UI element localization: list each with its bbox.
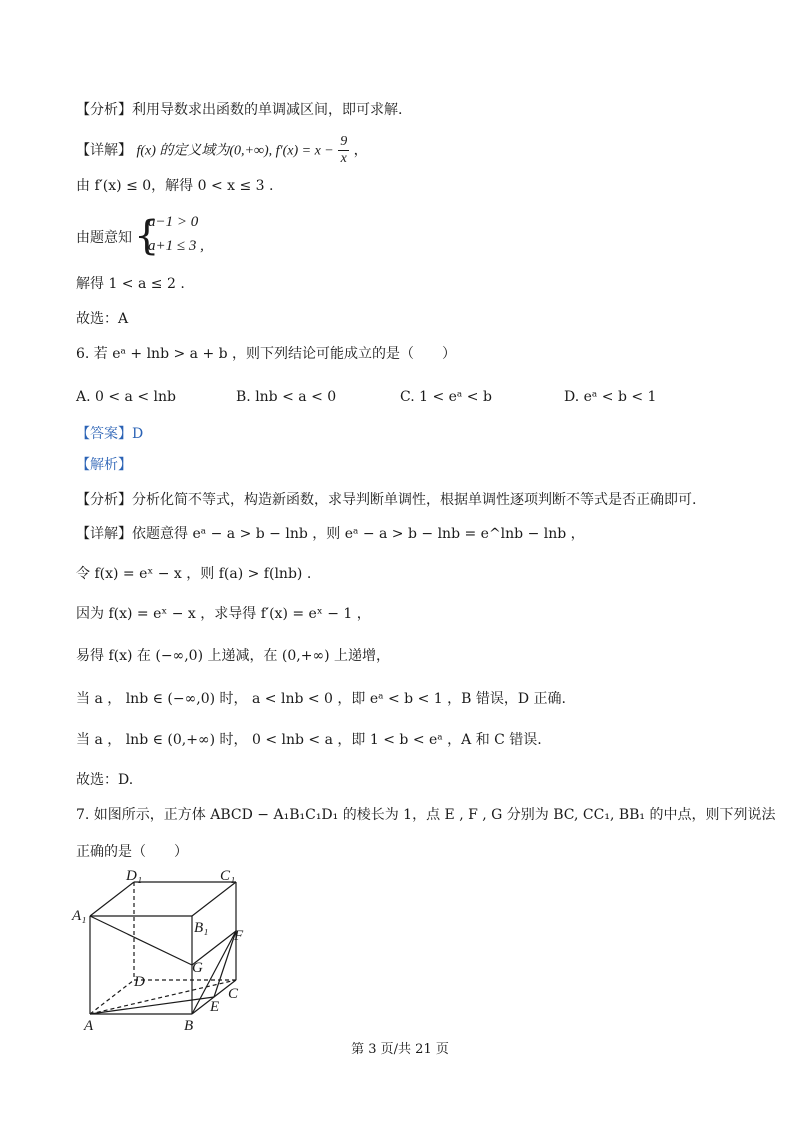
edge-a1d1 — [90, 882, 134, 916]
label-b1: B₁ — [194, 920, 209, 936]
derivative-f: 因为 f(x) = eˣ − x ，求导得 f′(x) = eˣ − 1 ， — [76, 606, 371, 622]
option-c: C. 1 < eᵃ < b — [400, 389, 492, 405]
detail-prefix: 【详解】 — [76, 142, 132, 159]
derivative-expression: f(x) 的定义域为(0,+∞), f′(x) = x − — [136, 143, 334, 159]
label-f: F — [234, 928, 244, 944]
choice-6: 故选：D. — [76, 772, 134, 788]
condition-label: 由题意知 — [76, 230, 132, 246]
answer-label: 【答案】D — [76, 426, 144, 442]
define-f: 令 f(x) = eˣ − x ，则 f(a) > f(lnb) . — [76, 566, 312, 582]
option-b: B. lnb < a < 0 — [236, 389, 337, 405]
option-a: A. 0 < a < lnb — [76, 389, 176, 405]
detail-6: 【详解】依题意得 eᵃ − a > b − lnb ，则 eᵃ − a > b − lnb = e^lnb − lnb ， — [76, 526, 585, 542]
analysis-line: 【分析】利用导数求出函数的单调减区间，即可求解. — [76, 102, 403, 118]
label-b: B — [184, 1018, 194, 1032]
fraction-denominator: x — [340, 151, 347, 166]
label-g: G — [192, 960, 203, 976]
analysis-6: 【分析】分析化简不等式，构造新函数，求导判断单调性，根据单调性逐项判断不等式是否正确即可. — [76, 492, 697, 508]
fraction-numerator: 9 — [340, 134, 348, 149]
label-c: C — [228, 986, 239, 1002]
label-d: D — [134, 974, 145, 990]
case-1: 当 a ， lnb ∈ (−∞,0) 时， a < lnb < 0 ，即 eᵃ < b < 1 ，B 错误，D 正确. — [76, 691, 566, 707]
page-footer: 第 3 页/共 21 页 — [351, 1042, 449, 1057]
solve-derivative-line: 由 f′(x) ≤ 0，解得 0 < x ≤ 3 . — [76, 178, 274, 194]
condition-2: a+1 ≤ 3 , — [148, 238, 204, 254]
detail-line-1 — [76, 134, 368, 167]
solution-line: 解得 1 < a ≤ 2 . — [76, 276, 185, 292]
label-c1: C₁ — [220, 868, 236, 884]
brace-icon: { — [134, 213, 160, 259]
question-7-line-2: 正确的是（ ） — [76, 844, 188, 860]
label-e: E — [210, 999, 220, 1015]
monotonic: 易得 f(x) 在 (−∞,0) 上递减，在 (0,+∞) 上递增， — [76, 648, 391, 664]
option-d: D. eᵃ < b < 1 — [564, 389, 657, 405]
edge-c1b1 — [192, 882, 236, 916]
segment-a1g — [90, 916, 192, 965]
cube-figure — [70, 868, 250, 1032]
label-d1: D₁ — [126, 868, 143, 884]
jiexi-label: 【解析】 — [76, 457, 132, 473]
fraction-9-over-x — [338, 134, 349, 167]
choice-line: 故选：A — [76, 311, 129, 327]
question-7-line-1: 7. 如图所示，正方体 ABCD − A₁B₁C₁D₁ 的棱长为 1，点 E , F , G 分别为 BC, CC₁, BB₁ 的中点，则下列说法 — [76, 807, 776, 823]
label-a1: A₁ — [72, 908, 87, 924]
condition-1: a−1 > 0 — [148, 214, 199, 230]
question-6: 6. 若 eᵃ + lnb > a + b ，则下列结论可能成立的是（ ） — [76, 346, 457, 362]
label-a: A — [84, 1018, 94, 1032]
detail-line-1-end: ， — [353, 142, 368, 159]
case-2: 当 a ， lnb ∈ (0,+∞) 时， 0 < lnb < a ，即 1 < b < eᵃ ，A 和 C 错误. — [76, 732, 542, 748]
